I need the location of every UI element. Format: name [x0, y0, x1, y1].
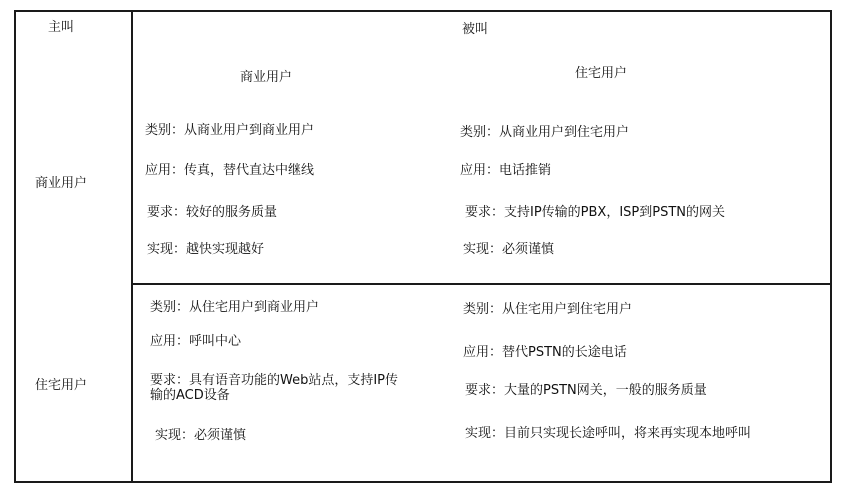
cell-business-residential-application: 应用：电话推销 [460, 163, 552, 178]
cell-residential-business-category: 类别：从住宅用户到商业用户 [150, 300, 320, 315]
cell-residential-residential-application: 应用：替代PSTN的长途电话 [463, 345, 627, 360]
column-divider [131, 12, 133, 481]
cell-business-business-implementation: 实现：越快实现越好 [147, 242, 265, 257]
row-divider [133, 283, 830, 285]
cell-residential-residential-implementation: 实现：目前只实现长途呼叫，将来再实现本地呼叫 [465, 426, 752, 441]
caller-header: 主叫 [48, 20, 75, 35]
call-type-table [14, 10, 832, 483]
cell-residential-residential-category: 类别：从住宅用户到住宅用户 [463, 302, 633, 317]
cell-residential-residential-requirement: 要求：大量的PSTN网关，一般的服务质量 [465, 383, 707, 398]
row-label-residential: 住宅用户 [35, 378, 88, 393]
cell-residential-business-requirement: 要求：具有语音功能的Web站点，支持IP传输的ACD设备 [150, 373, 399, 403]
cell-residential-business-application: 应用：呼叫中心 [150, 334, 242, 349]
cell-business-residential-category: 类别：从商业用户到住宅用户 [460, 125, 630, 140]
cell-business-business-application: 应用：传真，替代直达中继线 [145, 163, 315, 178]
cell-residential-business-implementation: 实现：必须谨慎 [155, 428, 247, 443]
cell-business-residential-requirement: 要求：支持IP传输的PBX，ISP到PSTN的网关 [465, 205, 726, 220]
cell-business-business-requirement: 要求：较好的服务质量 [147, 205, 278, 220]
column-header-residential: 住宅用户 [575, 66, 628, 81]
callee-header: 被叫 [462, 22, 489, 37]
column-header-business: 商业用户 [240, 70, 293, 85]
cell-business-business-category: 类别：从商业用户到商业用户 [145, 123, 315, 138]
row-label-business: 商业用户 [35, 176, 88, 191]
cell-business-residential-implementation: 实现：必须谨慎 [463, 242, 555, 257]
